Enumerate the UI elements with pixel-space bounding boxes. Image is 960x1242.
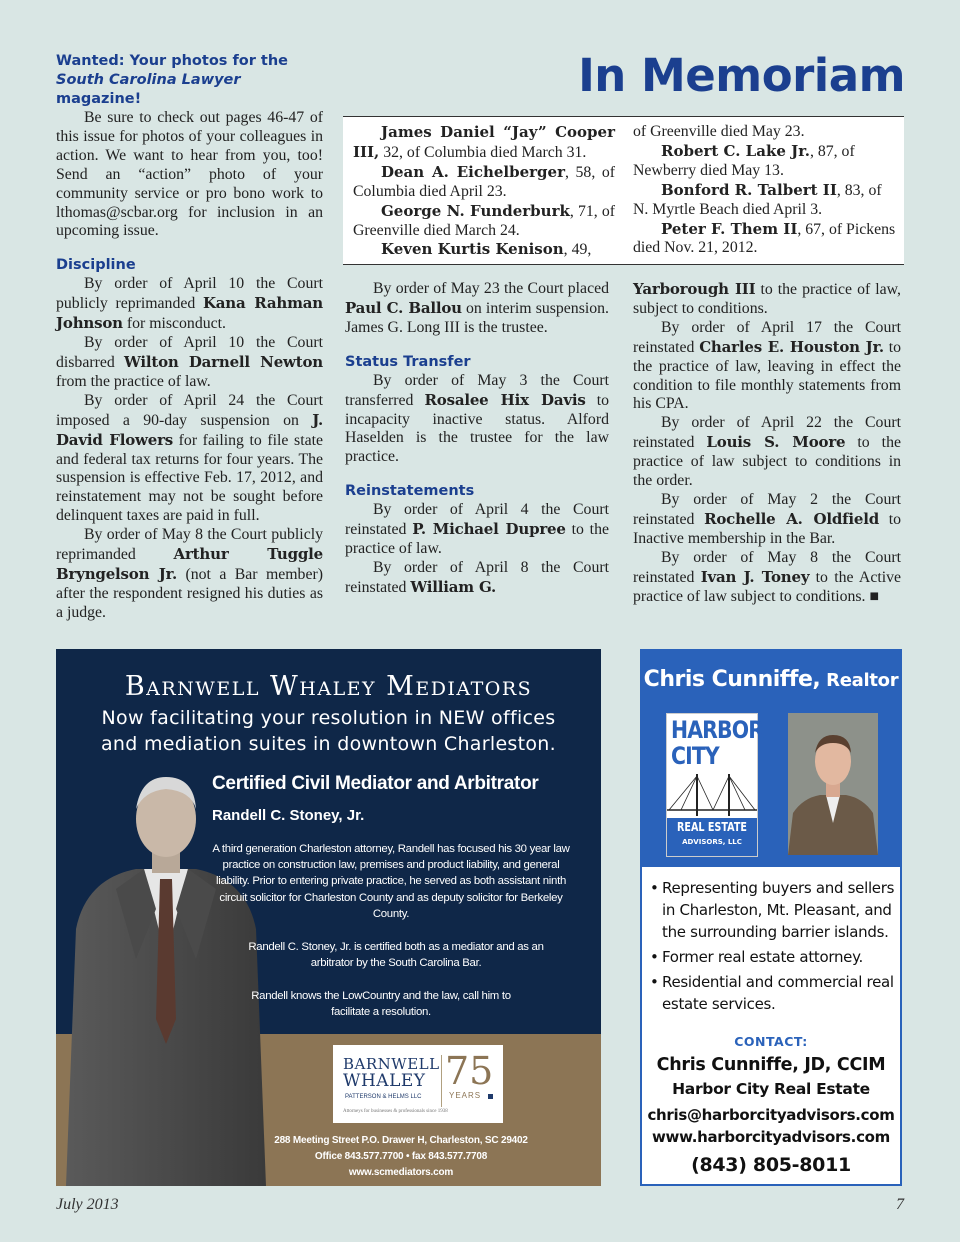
list-item: • Residential and commercial real estate services. (650, 973, 894, 1013)
discipline-item: By order of May 23 the Court placed Paul C. Ballou on interim suspension. James G. Long III is the trustee. (345, 280, 609, 336)
page-number: 7 (896, 1196, 904, 1213)
ad-phone: Office 843.577.7700 • fax 843.577.7708 (314, 1151, 488, 1162)
ad-subtitle-2: and mediation suites in downtown Charleston. (100, 733, 556, 755)
wanted-heading: Wanted: Your photos for the South Carolina Lawyer magazine! (56, 53, 289, 107)
ad-title: Barnwell Whaley Mediators (124, 671, 533, 702)
memoriam-entry: James Daniel “Jay” Cooper III, 32, of Columbia died March 31. (353, 123, 615, 161)
contact-phone: (843) 805-8011 (691, 1154, 851, 1176)
contact-label: CONTACT: (734, 1034, 808, 1049)
reinstatement-item: By order of May 2 the Court reinstated Rochelle A. Oldfield to Inactive membership in the Bar. (633, 490, 901, 547)
barnwell-logo: BARNWELL WHALEY PATTERSON & HELMS LLC Attorneys for businesses & professionals since 1938 75 YEARS (333, 1045, 503, 1123)
reinstatement-item: By order of April 17 the Court reinstated Charles E. Houston Jr. to the practice of law, leaving in effect the condition to file monthly statements from his CPA. (633, 318, 901, 413)
memoriam-entry-cont: of Greenville died May 23. (633, 123, 805, 140)
realtor-photo (788, 713, 878, 855)
contact-company: Harbor City Real Estate (672, 1080, 870, 1098)
ad-cert-heading: Certified Civil Mediator and Arbitrator (212, 773, 539, 794)
list-item: • Representing buyers and sellers in Charleston, Mt. Pleasant, and the surrounding barrier islands. (650, 879, 895, 941)
memoriam-entry: Keven Kurtis Kenison, 49, (381, 240, 592, 259)
status-transfer-heading: Status Transfer (345, 353, 471, 370)
memoriam-column-2 (633, 123, 897, 258)
discipline-item: By order of April 24 the Court imposed a 90-day suspension on J. David Flowers for failing to file state and federal tax returns for four years. The suspension is effective Feb. 17, 2012, and reinstatement may not be sought before delinquent taxes are paid in full. (56, 391, 323, 525)
harbor-city-logo: HARBOR CITY REAL ESTATE ADVISORS, LLC (666, 713, 758, 857)
contact-email[interactable]: chris@harborcityadvisors.com (647, 1106, 895, 1124)
memoriam-entry: Dean A. Eichelberger, 58, of Columbia died April 23. (353, 162, 615, 200)
reinstatement-item: By order of April 4 the Court reinstated P. Michael Dupree to the practice of law. (345, 501, 609, 558)
bridge-icon (667, 770, 757, 818)
column-middle (345, 280, 609, 598)
end-mark: ■ (869, 587, 879, 605)
reinstatement-item: By order of April 8 the Court reinstated William G. (345, 558, 609, 596)
memoriam-column-1 (353, 123, 615, 260)
memoriam-entry: Robert C. Lake Jr., 87, of Newberry died May 13. (633, 141, 855, 179)
reinstatements-heading: Reinstatements (345, 483, 475, 500)
ad-bio-paragraph: A third generation Charleston attorney, Randell has focused his 30 year law practice on construction law, premises and product liability, and general liability. Prior to entering private practice, he served as both assistant ninth circuit solicitor for Charleston County and as deputy solicitor for Berkeley County. (212, 843, 570, 920)
memoriam-entry: George N. Funderburk, 71, of Greenville died March 24. (353, 201, 615, 239)
reinstatement-item: By order of April 22 the Court reinstated Louis S. Moore to the practice of law subject to conditions in the order. (633, 414, 901, 490)
column-left (56, 52, 323, 623)
ad-address: 288 Meeting Street P.O. Drawer H, Charleston, SC 29402 (274, 1135, 528, 1146)
column-right (633, 280, 901, 606)
discipline-item: By order of April 10 the Court publicly reprimanded Kana Rahman Johnson for misconduct. (56, 275, 323, 333)
contact-name: Chris Cunniffe, JD, CCIM (656, 1055, 886, 1075)
discipline-heading: Discipline (56, 257, 136, 274)
harbor-city-ad (640, 649, 902, 1186)
ad-subtitle-1: Now facilitating your resolution in NEW offices (101, 707, 556, 729)
memoriam-box (343, 116, 904, 265)
ad-website[interactable]: www.scmediators.com (348, 1167, 454, 1178)
memoriam-title: In Memoriam (578, 49, 905, 102)
discipline-item: By order of May 8 the Court publicly reprimanded Arthur Tuggle Bryngelson Jr. (not a Bar member) after the respondent resigned his duties as a judge. (56, 526, 323, 621)
ad-callout-paragraph: Randell knows the LowCountry and the law, call him to facilitate a resolution. (251, 990, 511, 1019)
list-item: • Former real estate attorney. (650, 948, 864, 966)
wanted-body: Be sure to check out pages 46-47 of this issue for photos of your colleagues in action. We want to hear from you, too! Send an “action” photo of your community service or pro bono work to lthomas@scbar.org for inclusion in an upcoming issue. (56, 109, 323, 240)
memoriam-entry: Peter F. Them II, 67, of Pickens died Nov. 21, 2012. (633, 219, 896, 257)
status-transfer-item: By order of May 3 the Court transferred Rosalee Hix Davis to incapacity inactive status. Alford Haselden is the trustee for the law practice. (345, 371, 609, 466)
footer-date: July 2013 (56, 1196, 119, 1213)
discipline-item: By order of April 10 the Court disbarred Wilton Darnell Newton from the practice of law. (56, 334, 323, 390)
barnwell-whaley-ad (56, 649, 601, 1186)
contact-website[interactable]: www.harborcityadvisors.com (652, 1128, 890, 1146)
reinstatement-item: By order of May 8 the Court reinstated Ivan J. Toney to the Active practice of law subject to conditions. ■ (633, 548, 902, 605)
reinstatement-item-cont: Yarborough III to the practice of law, subject to conditions. (633, 280, 901, 317)
service-list (650, 877, 895, 1018)
ad-mediator-name: Randell C. Stoney, Jr. (212, 807, 365, 824)
ad-cert-paragraph: Randell C. Stoney, Jr. is certified both as a mediator and as an arbitrator by the South Carolina Bar. (248, 941, 544, 970)
memoriam-entry: Bonford R. Talbert II, 83, of N. Myrtle Beach died April 3. (633, 180, 882, 218)
realtor-name: Chris Cunniffe, Realtor (643, 667, 899, 692)
